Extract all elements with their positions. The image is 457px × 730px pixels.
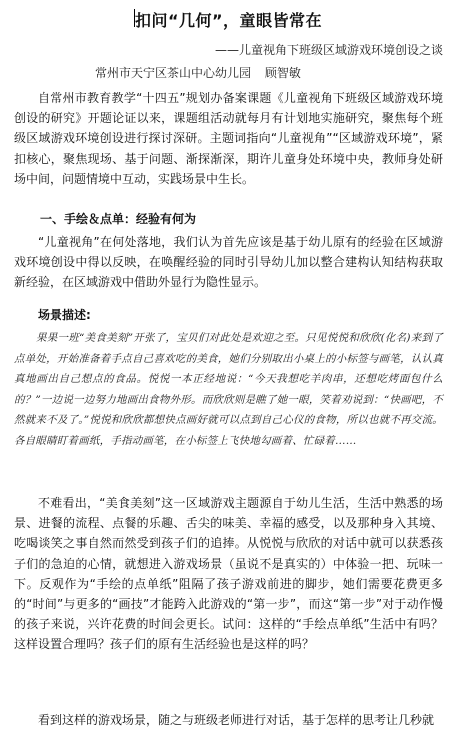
last-paragraph: 看到这样的游戏场景，随之与班级老师进行对话，基于怎样的思考让几秒就 bbox=[38, 713, 435, 727]
scene-heading: 场景描述: bbox=[38, 308, 91, 322]
analysis-paragraph: 不难看出，“美食美刻”这一区域游戏主题源自于幼儿生活，生活中熟悉的场景、进餐的流程、点餐的乐趣、舌尖的味美、幸福的感受，以及那种身入其境、吃喝谈笑之事自然而然受到孩子们的追捧。从悦悦与欣欣的对话中就可以获悉孩子们的急迫的心情，就想进入游戏场景（虽说不是真实的）中体验一把、玩味一下。反观作为“手绘的点单纸”阻隔了孩子游戏前进的脚步，她们需要花费更多的“时间”与更多的“画技”才能跨入此游戏的“第一步”，而这“第一步”对于动作慢的孩子来说，兴许花费的时间会更长。试问：这样的“手绘点单纸”生活中有吗？这样设置合理吗？孩子们的原有生活经验也是这样的吗？ bbox=[14, 496, 443, 652]
scene-description: 果果一班“美食美刻”开张了，宝贝们对此处是欢迎之至。只见悦悦和欣欣(化名)来到了点单处，开始准备着手点自己喜欢吃的美食，她们分别取出小桌上的小标签与画笔，认认真真地画出自己想点的食品。悦悦一本正经地说：“今天我想吃羊肉串，还想吃烤面包什么的？”一边说一边努力地画出食物外形。而欣欣则是瞧了她一眼，笑着劝说到：“快画吧，不然就来不及了。”悦悦和欣欣都想快点画好就可以点到自己心仪的食物，所以也就不再交流。各自眼睛盯着画纸，手指动画笔，在小标签上飞快地勾画着、忙碌着…… bbox=[14, 332, 443, 447]
section1-paragraph: “儿童视角”在何处落地，我们认为首先应该是基于幼儿原有的经验在区域游戏环境创设中得以反映，在唤醒经验的同时引导幼儿加以整合建构认知结构获取新经验，在区域游戏中借助外显行为隐性显示。 bbox=[14, 235, 443, 290]
author-line: 常州市天宁区茶山中心幼儿园 顾智敏 bbox=[95, 66, 301, 80]
intro-paragraph: 自常州市教育教学“十四五”规划办备案课题《儿童视角下班级区域游戏环境创设的研究》开题论证以来，课题组活动就每月有计划地实施研究，聚焦每个班级区域游戏环境创设进行探讨深研。主题词指向“儿童视角”“区域游戏环境”，紧扣核心，聚焦现场、基于问题、渐探渐深，期许儿童身处环境中央，教师身处研场中间，问题情境中互动，实践场景中生长。 bbox=[14, 91, 443, 186]
article-title: 扣问“几何”，童眼皆常在 bbox=[134, 11, 323, 30]
section-heading-1: 一、手绘＆点单：经验有何为 bbox=[40, 212, 197, 226]
article-subtitle: ——儿童视角下班级区域游戏环境创设之谈 bbox=[214, 43, 443, 57]
